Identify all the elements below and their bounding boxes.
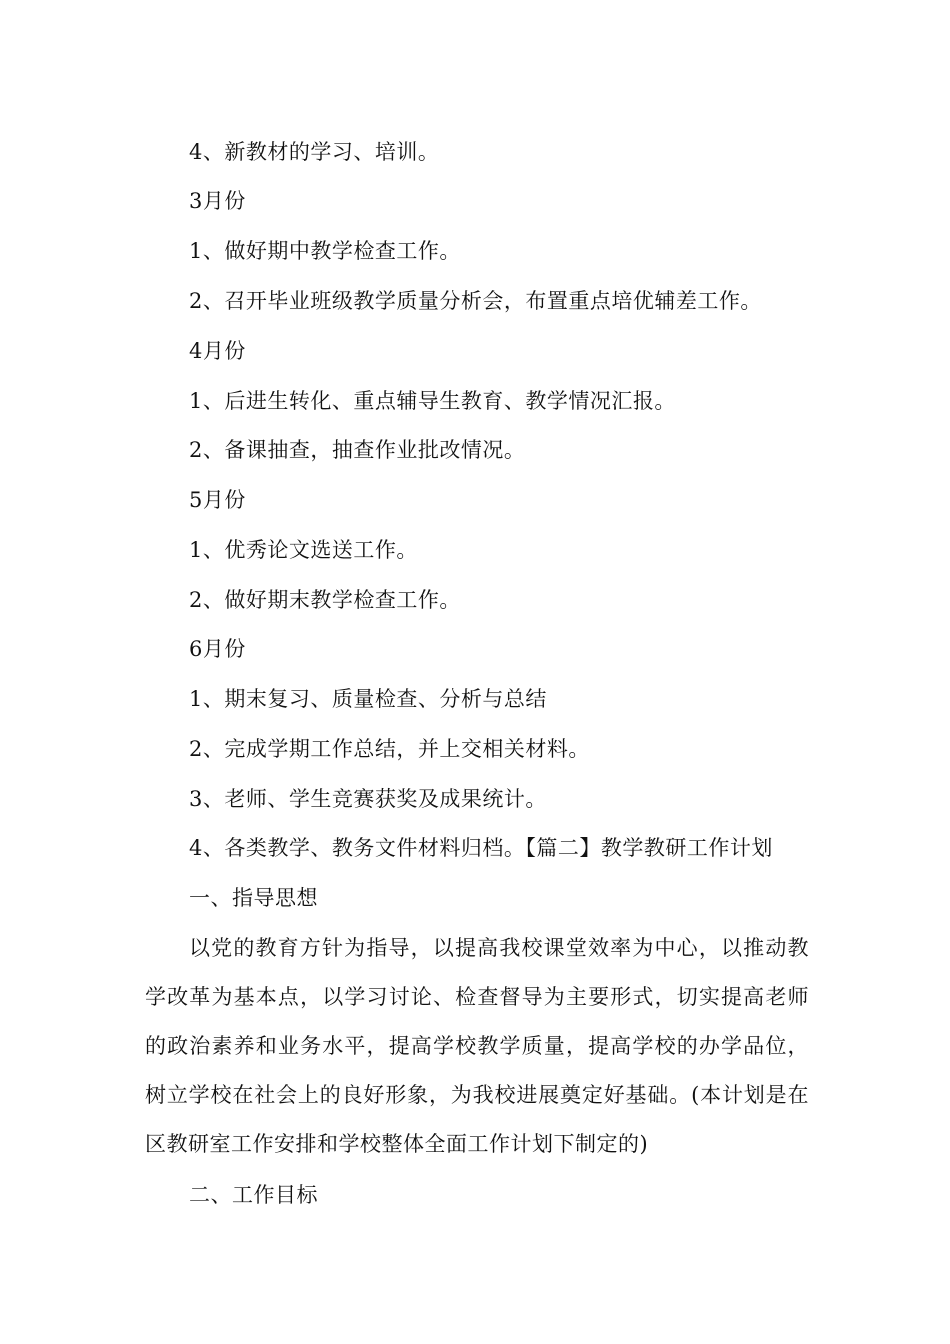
text-line: 4、新教材的学习、培训。 [189,140,440,164]
text-line: 3、老师、学生竞赛获奖及成果统计。 [189,787,547,811]
text-line: 1、后进生转化、重点辅导生教育、教学情况汇报。 [189,389,676,413]
text-line: 1、做好期中教学检查工作。 [189,239,461,263]
section-heading-guiding-thought: 一、指导思想 [189,886,318,910]
section-heading-work-goal: 二、工作目标 [189,1183,318,1207]
month-heading: 6月份 [189,637,246,661]
month-heading: 5月份 [189,488,246,512]
text-line: 4、各类教学、教务文件材料归档。【篇二】教学教研工作计划 [189,836,773,860]
text-line: 2、做好期末教学检查工作。 [189,588,461,612]
text-line: 2、召开毕业班级教学质量分析会，布置重点培优辅差工作。 [189,289,762,313]
text-line: 1、优秀论文选送工作。 [189,538,418,562]
text-line: 2、备课抽查，抽查作业批改情况。 [189,438,526,462]
month-heading: 4月份 [189,339,246,363]
text-line: 2、完成学期工作总结，并上交相关材料。 [189,737,590,761]
guiding-thought-paragraph: 以党的教育方针为指导，以提高我校课堂效率为中心，以推动教学改革为基本点，以学习讨论、检查督导为主要形式，切实提高老师的政治素养和业务水平，提高学校教学质量，提高学校的办学品位，树立学校在社会上的良好形象，为我校进展奠定好基础。(本计划是在区教研室工作安排和学校整体全面工作计划下制定的) [145,936,809,1156]
month-heading: 3月份 [189,189,246,213]
text-line: 1、期末复习、质量检查、分析与总结 [189,687,547,711]
